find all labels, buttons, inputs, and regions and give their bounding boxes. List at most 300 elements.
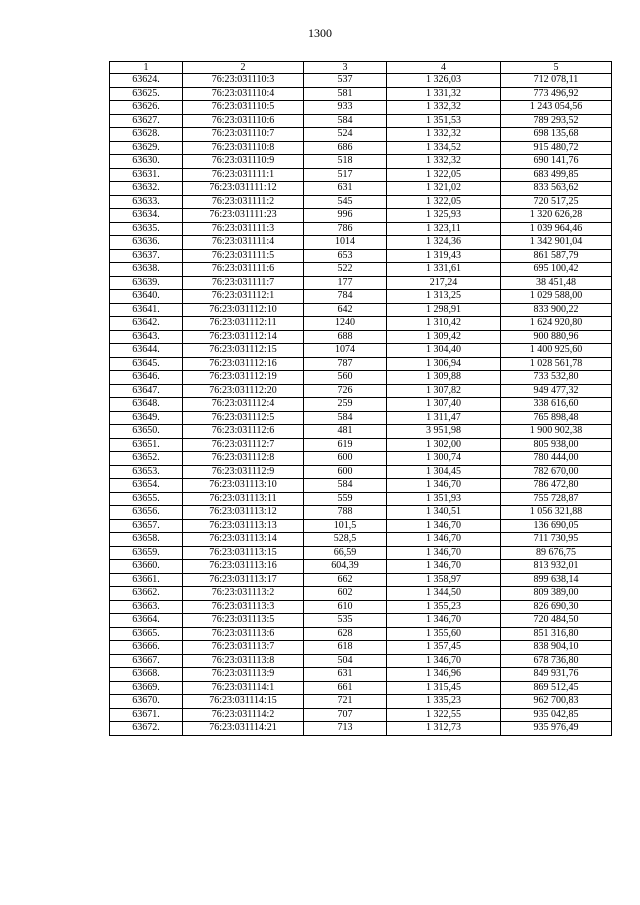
table-row xyxy=(110,195,612,209)
page-number: 1300 xyxy=(308,26,332,40)
rate-cell: 1 346,70 xyxy=(387,533,501,547)
area-cell: 713 xyxy=(304,722,387,736)
rate-cell: 3 951,98 xyxy=(387,425,501,439)
table-row xyxy=(110,452,612,466)
row-number-cell: 63645. xyxy=(110,357,183,371)
cadastral-number-cell: 76:23:031110:8 xyxy=(183,141,304,155)
area-cell: 600 xyxy=(304,465,387,479)
column-header-3: 3 xyxy=(304,62,387,74)
table-row xyxy=(110,668,612,682)
table-row xyxy=(110,236,612,250)
rate-cell: 1 307,40 xyxy=(387,398,501,412)
rate-cell: 1 309,42 xyxy=(387,330,501,344)
table-row xyxy=(110,263,612,277)
value-cell: 786 472,80 xyxy=(501,479,612,493)
cadastral-number-cell: 76:23:031111:1 xyxy=(183,168,304,182)
cadastral-number-cell: 76:23:031112:5 xyxy=(183,411,304,425)
value-cell: 338 616,60 xyxy=(501,398,612,412)
value-cell: 813 932,01 xyxy=(501,560,612,574)
row-number-cell: 63642. xyxy=(110,317,183,331)
value-cell: 678 736,80 xyxy=(501,654,612,668)
area-cell: 784 xyxy=(304,290,387,304)
rate-cell: 1 322,05 xyxy=(387,168,501,182)
cadastral-number-cell: 76:23:031112:20 xyxy=(183,384,304,398)
cadastral-number-cell: 76:23:031110:7 xyxy=(183,128,304,142)
value-cell: 1 243 054,56 xyxy=(501,101,612,115)
rate-cell: 1 331,61 xyxy=(387,263,501,277)
table-row xyxy=(110,141,612,155)
row-number-cell: 63646. xyxy=(110,371,183,385)
cadastral-number-cell: 76:23:031111:3 xyxy=(183,222,304,236)
cadastral-number-cell: 76:23:031113:13 xyxy=(183,519,304,533)
value-cell: 899 638,14 xyxy=(501,573,612,587)
value-cell: 1 400 925,60 xyxy=(501,344,612,358)
cadastral-number-cell: 76:23:031111:23 xyxy=(183,209,304,223)
value-cell: 38 451,48 xyxy=(501,276,612,290)
column-header-5: 5 xyxy=(501,62,612,74)
row-number-cell: 63629. xyxy=(110,141,183,155)
rate-cell: 1 351,93 xyxy=(387,492,501,506)
cadastral-number-cell: 76:23:031110:3 xyxy=(183,74,304,88)
table-row xyxy=(110,357,612,371)
row-number-cell: 63661. xyxy=(110,573,183,587)
cadastral-number-cell: 76:23:031113:3 xyxy=(183,600,304,614)
rate-cell: 1 323,11 xyxy=(387,222,501,236)
cadastral-number-cell: 76:23:031113:6 xyxy=(183,627,304,641)
area-cell: 726 xyxy=(304,384,387,398)
value-cell: 89 676,75 xyxy=(501,546,612,560)
area-cell: 1014 xyxy=(304,236,387,250)
value-cell: 1 624 920,80 xyxy=(501,317,612,331)
table-row xyxy=(110,330,612,344)
rate-cell: 1 332,32 xyxy=(387,128,501,142)
area-cell: 996 xyxy=(304,209,387,223)
table-row xyxy=(110,249,612,263)
row-number-cell: 63664. xyxy=(110,614,183,628)
rate-cell: 1 313,25 xyxy=(387,290,501,304)
value-cell: 765 898,48 xyxy=(501,411,612,425)
value-cell: 1 039 964,46 xyxy=(501,222,612,236)
row-number-cell: 63634. xyxy=(110,209,183,223)
cadastral-number-cell: 76:23:031111:12 xyxy=(183,182,304,196)
cadastral-number-cell: 76:23:031111:6 xyxy=(183,263,304,277)
row-number-cell: 63624. xyxy=(110,74,183,88)
cadastral-number-cell: 76:23:031113:5 xyxy=(183,614,304,628)
value-cell: 733 532,80 xyxy=(501,371,612,385)
cadastral-number-cell: 76:23:031114:15 xyxy=(183,695,304,709)
row-number-cell: 63669. xyxy=(110,681,183,695)
table-row xyxy=(110,425,612,439)
cadastral-number-cell: 76:23:031113:15 xyxy=(183,546,304,560)
rate-cell: 1 334,52 xyxy=(387,141,501,155)
table-row xyxy=(110,317,612,331)
cadastral-number-cell: 76:23:031113:16 xyxy=(183,560,304,574)
rate-cell: 1 346,70 xyxy=(387,519,501,533)
table-row xyxy=(110,101,612,115)
column-header-1: 1 xyxy=(110,62,183,74)
area-cell: 1240 xyxy=(304,317,387,331)
area-cell: 517 xyxy=(304,168,387,182)
row-number-cell: 63648. xyxy=(110,398,183,412)
row-number-cell: 63643. xyxy=(110,330,183,344)
value-cell: 833 900,22 xyxy=(501,303,612,317)
row-number-cell: 63657. xyxy=(110,519,183,533)
area-cell: 686 xyxy=(304,141,387,155)
table-row xyxy=(110,533,612,547)
rate-cell: 1 326,03 xyxy=(387,74,501,88)
area-cell: 661 xyxy=(304,681,387,695)
cadastral-number-cell: 76:23:031113:7 xyxy=(183,641,304,655)
value-cell: 782 670,00 xyxy=(501,465,612,479)
cadastral-number-cell: 76:23:031112:1 xyxy=(183,290,304,304)
row-number-cell: 63667. xyxy=(110,654,183,668)
value-cell: 1 029 588,00 xyxy=(501,290,612,304)
area-cell: 481 xyxy=(304,425,387,439)
table-row xyxy=(110,573,612,587)
rate-cell: 1 321,02 xyxy=(387,182,501,196)
rate-cell: 1 311,47 xyxy=(387,411,501,425)
cadastral-number-cell: 76:23:031111:5 xyxy=(183,249,304,263)
area-cell: 600 xyxy=(304,452,387,466)
table-row xyxy=(110,641,612,655)
area-cell: 66,59 xyxy=(304,546,387,560)
area-cell: 707 xyxy=(304,708,387,722)
cadastral-number-cell: 76:23:031112:11 xyxy=(183,317,304,331)
cadastral-number-cell: 76:23:031112:19 xyxy=(183,371,304,385)
rate-cell: 1 304,40 xyxy=(387,344,501,358)
cadastral-number-cell: 76:23:031114:21 xyxy=(183,722,304,736)
rate-cell: 1 346,70 xyxy=(387,654,501,668)
area-cell: 101,5 xyxy=(304,519,387,533)
table-body xyxy=(110,74,612,736)
rate-cell: 1 302,00 xyxy=(387,438,501,452)
value-cell: 720 517,25 xyxy=(501,195,612,209)
rate-cell: 217,24 xyxy=(387,276,501,290)
area-cell: 618 xyxy=(304,641,387,655)
table-row xyxy=(110,465,612,479)
table-row xyxy=(110,384,612,398)
rate-cell: 1 298,91 xyxy=(387,303,501,317)
value-cell: 711 730,95 xyxy=(501,533,612,547)
value-cell: 1 028 561,78 xyxy=(501,357,612,371)
value-cell: 809 389,00 xyxy=(501,587,612,601)
area-cell: 786 xyxy=(304,222,387,236)
value-cell: 712 078,11 xyxy=(501,74,612,88)
area-cell: 631 xyxy=(304,668,387,682)
area-cell: 610 xyxy=(304,600,387,614)
row-number-cell: 63671. xyxy=(110,708,183,722)
row-number-cell: 63650. xyxy=(110,425,183,439)
table-row xyxy=(110,722,612,736)
area-cell: 559 xyxy=(304,492,387,506)
cadastral-number-cell: 76:23:031113:11 xyxy=(183,492,304,506)
table-row xyxy=(110,276,612,290)
value-cell: 1 342 901,04 xyxy=(501,236,612,250)
area-cell: 584 xyxy=(304,411,387,425)
rate-cell: 1 335,23 xyxy=(387,695,501,709)
row-number-cell: 63652. xyxy=(110,452,183,466)
value-cell: 838 904,10 xyxy=(501,641,612,655)
cadastral-number-cell: 76:23:031114:2 xyxy=(183,708,304,722)
cadastral-number-cell: 76:23:031113:12 xyxy=(183,506,304,520)
cadastral-number-cell: 76:23:031112:14 xyxy=(183,330,304,344)
table-header xyxy=(110,62,612,74)
value-cell: 851 316,80 xyxy=(501,627,612,641)
table-row xyxy=(110,438,612,452)
value-cell: 755 728,87 xyxy=(501,492,612,506)
row-number-cell: 63627. xyxy=(110,114,183,128)
table-row xyxy=(110,168,612,182)
value-cell: 962 700,83 xyxy=(501,695,612,709)
table-row xyxy=(110,627,612,641)
area-cell: 1074 xyxy=(304,344,387,358)
cadastral-number-cell: 76:23:031113:2 xyxy=(183,587,304,601)
table-row xyxy=(110,398,612,412)
data-table xyxy=(109,61,612,736)
rate-cell: 1 325,93 xyxy=(387,209,501,223)
area-cell: 522 xyxy=(304,263,387,277)
value-cell: 915 480,72 xyxy=(501,141,612,155)
table-row xyxy=(110,371,612,385)
rate-cell: 1 322,05 xyxy=(387,195,501,209)
cadastral-number-cell: 76:23:031110:5 xyxy=(183,101,304,115)
cadastral-number-cell: 76:23:031112:15 xyxy=(183,344,304,358)
cadastral-number-cell: 76:23:031112:6 xyxy=(183,425,304,439)
area-cell: 628 xyxy=(304,627,387,641)
area-cell: 584 xyxy=(304,479,387,493)
rate-cell: 1 304,45 xyxy=(387,465,501,479)
rate-cell: 1 309,88 xyxy=(387,371,501,385)
table-row xyxy=(110,344,612,358)
row-number-cell: 63628. xyxy=(110,128,183,142)
table-row xyxy=(110,506,612,520)
rate-cell: 1 340,51 xyxy=(387,506,501,520)
value-cell: 805 938,00 xyxy=(501,438,612,452)
rate-cell: 1 344,50 xyxy=(387,587,501,601)
row-number-cell: 63633. xyxy=(110,195,183,209)
row-number-cell: 63647. xyxy=(110,384,183,398)
cadastral-number-cell: 76:23:031113:17 xyxy=(183,573,304,587)
row-number-cell: 63626. xyxy=(110,101,183,115)
area-cell: 535 xyxy=(304,614,387,628)
rate-cell: 1 351,53 xyxy=(387,114,501,128)
area-cell: 581 xyxy=(304,87,387,101)
table-row xyxy=(110,560,612,574)
value-cell: 773 496,92 xyxy=(501,87,612,101)
row-number-cell: 63637. xyxy=(110,249,183,263)
value-cell: 780 444,00 xyxy=(501,452,612,466)
table-row xyxy=(110,479,612,493)
table-row xyxy=(110,695,612,709)
rate-cell: 1 306,94 xyxy=(387,357,501,371)
table-row xyxy=(110,222,612,236)
area-cell: 560 xyxy=(304,371,387,385)
rate-cell: 1 315,45 xyxy=(387,681,501,695)
cadastral-number-cell: 76:23:031112:4 xyxy=(183,398,304,412)
table-row xyxy=(110,290,612,304)
table-row xyxy=(110,87,612,101)
cadastral-number-cell: 76:23:031111:2 xyxy=(183,195,304,209)
cadastral-number-cell: 76:23:031111:7 xyxy=(183,276,304,290)
area-cell: 933 xyxy=(304,101,387,115)
area-cell: 528,5 xyxy=(304,533,387,547)
table-row xyxy=(110,155,612,169)
row-number-cell: 63651. xyxy=(110,438,183,452)
area-cell: 653 xyxy=(304,249,387,263)
row-number-cell: 63640. xyxy=(110,290,183,304)
area-cell: 662 xyxy=(304,573,387,587)
row-number-cell: 63644. xyxy=(110,344,183,358)
value-cell: 695 100,42 xyxy=(501,263,612,277)
table-row xyxy=(110,681,612,695)
rate-cell: 1 312,73 xyxy=(387,722,501,736)
area-cell: 537 xyxy=(304,74,387,88)
cadastral-number-cell: 76:23:031110:4 xyxy=(183,87,304,101)
value-cell: 935 976,49 xyxy=(501,722,612,736)
cadastral-number-cell: 76:23:031113:8 xyxy=(183,654,304,668)
row-number-cell: 63639. xyxy=(110,276,183,290)
table-row xyxy=(110,587,612,601)
cadastral-number-cell: 76:23:031112:7 xyxy=(183,438,304,452)
table-row xyxy=(110,209,612,223)
cadastral-number-cell: 76:23:031112:16 xyxy=(183,357,304,371)
area-cell: 688 xyxy=(304,330,387,344)
table-row xyxy=(110,114,612,128)
value-cell: 1 320 626,28 xyxy=(501,209,612,223)
row-number-cell: 63670. xyxy=(110,695,183,709)
value-cell: 900 880,96 xyxy=(501,330,612,344)
row-number-cell: 63660. xyxy=(110,560,183,574)
rate-cell: 1 322,55 xyxy=(387,708,501,722)
table-row xyxy=(110,74,612,88)
rate-cell: 1 346,70 xyxy=(387,614,501,628)
rate-cell: 1 357,45 xyxy=(387,641,501,655)
cadastral-number-cell: 76:23:031113:14 xyxy=(183,533,304,547)
value-cell: 1 900 902,38 xyxy=(501,425,612,439)
area-cell: 787 xyxy=(304,357,387,371)
row-number-cell: 63649. xyxy=(110,411,183,425)
rate-cell: 1 332,32 xyxy=(387,155,501,169)
area-cell: 602 xyxy=(304,587,387,601)
row-number-cell: 63668. xyxy=(110,668,183,682)
cadastral-number-cell: 76:23:031112:8 xyxy=(183,452,304,466)
area-cell: 788 xyxy=(304,506,387,520)
row-number-cell: 63635. xyxy=(110,222,183,236)
rate-cell: 1 331,32 xyxy=(387,87,501,101)
header-row xyxy=(110,62,612,74)
row-number-cell: 63636. xyxy=(110,236,183,250)
row-number-cell: 63625. xyxy=(110,87,183,101)
cadastral-number-cell: 76:23:031112:10 xyxy=(183,303,304,317)
table-row xyxy=(110,303,612,317)
rate-cell: 1 300,74 xyxy=(387,452,501,466)
area-cell: 504 xyxy=(304,654,387,668)
row-number-cell: 63641. xyxy=(110,303,183,317)
rate-cell: 1 355,60 xyxy=(387,627,501,641)
row-number-cell: 63630. xyxy=(110,155,183,169)
row-number-cell: 63655. xyxy=(110,492,183,506)
rate-cell: 1 310,42 xyxy=(387,317,501,331)
area-cell: 524 xyxy=(304,128,387,142)
row-number-cell: 63665. xyxy=(110,627,183,641)
rate-cell: 1 355,23 xyxy=(387,600,501,614)
column-header-2: 2 xyxy=(183,62,304,74)
table-row xyxy=(110,546,612,560)
table-row xyxy=(110,492,612,506)
cadastral-number-cell: 76:23:031111:4 xyxy=(183,236,304,250)
rate-cell: 1 324,36 xyxy=(387,236,501,250)
value-cell: 690 141,76 xyxy=(501,155,612,169)
value-cell: 861 587,79 xyxy=(501,249,612,263)
table-row xyxy=(110,519,612,533)
rate-cell: 1 346,70 xyxy=(387,479,501,493)
column-header-4: 4 xyxy=(387,62,501,74)
area-cell: 584 xyxy=(304,114,387,128)
value-cell: 935 042,85 xyxy=(501,708,612,722)
row-number-cell: 63663. xyxy=(110,600,183,614)
table-row xyxy=(110,411,612,425)
area-cell: 642 xyxy=(304,303,387,317)
row-number-cell: 63654. xyxy=(110,479,183,493)
rate-cell: 1 307,82 xyxy=(387,384,501,398)
value-cell: 720 484,50 xyxy=(501,614,612,628)
area-cell: 631 xyxy=(304,182,387,196)
area-cell: 619 xyxy=(304,438,387,452)
value-cell: 869 512,45 xyxy=(501,681,612,695)
cadastral-number-cell: 76:23:031113:10 xyxy=(183,479,304,493)
rate-cell: 1 346,70 xyxy=(387,560,501,574)
value-cell: 949 477,32 xyxy=(501,384,612,398)
rate-cell: 1 358,97 xyxy=(387,573,501,587)
rate-cell: 1 332,32 xyxy=(387,101,501,115)
cadastral-number-cell: 76:23:031113:9 xyxy=(183,668,304,682)
value-cell: 833 563,62 xyxy=(501,182,612,196)
row-number-cell: 63656. xyxy=(110,506,183,520)
area-cell: 177 xyxy=(304,276,387,290)
value-cell: 683 499,85 xyxy=(501,168,612,182)
value-cell: 698 135,68 xyxy=(501,128,612,142)
cadastral-number-cell: 76:23:031114:1 xyxy=(183,681,304,695)
area-cell: 721 xyxy=(304,695,387,709)
value-cell: 789 293,52 xyxy=(501,114,612,128)
value-cell: 1 056 321,88 xyxy=(501,506,612,520)
table-row xyxy=(110,128,612,142)
value-cell: 826 690,30 xyxy=(501,600,612,614)
row-number-cell: 63659. xyxy=(110,546,183,560)
row-number-cell: 63638. xyxy=(110,263,183,277)
row-number-cell: 63658. xyxy=(110,533,183,547)
row-number-cell: 63632. xyxy=(110,182,183,196)
rate-cell: 1 346,96 xyxy=(387,668,501,682)
cadastral-number-cell: 76:23:031110:6 xyxy=(183,114,304,128)
table-row xyxy=(110,600,612,614)
table-row xyxy=(110,182,612,196)
cadastral-number-cell: 76:23:031112:9 xyxy=(183,465,304,479)
area-cell: 545 xyxy=(304,195,387,209)
row-number-cell: 63672. xyxy=(110,722,183,736)
rate-cell: 1 319,43 xyxy=(387,249,501,263)
value-cell: 849 931,76 xyxy=(501,668,612,682)
cadastral-number-cell: 76:23:031110:9 xyxy=(183,155,304,169)
area-cell: 604,39 xyxy=(304,560,387,574)
table-row xyxy=(110,654,612,668)
row-number-cell: 63631. xyxy=(110,168,183,182)
area-cell: 259 xyxy=(304,398,387,412)
row-number-cell: 63666. xyxy=(110,641,183,655)
area-cell: 518 xyxy=(304,155,387,169)
table-row xyxy=(110,708,612,722)
table-row xyxy=(110,614,612,628)
